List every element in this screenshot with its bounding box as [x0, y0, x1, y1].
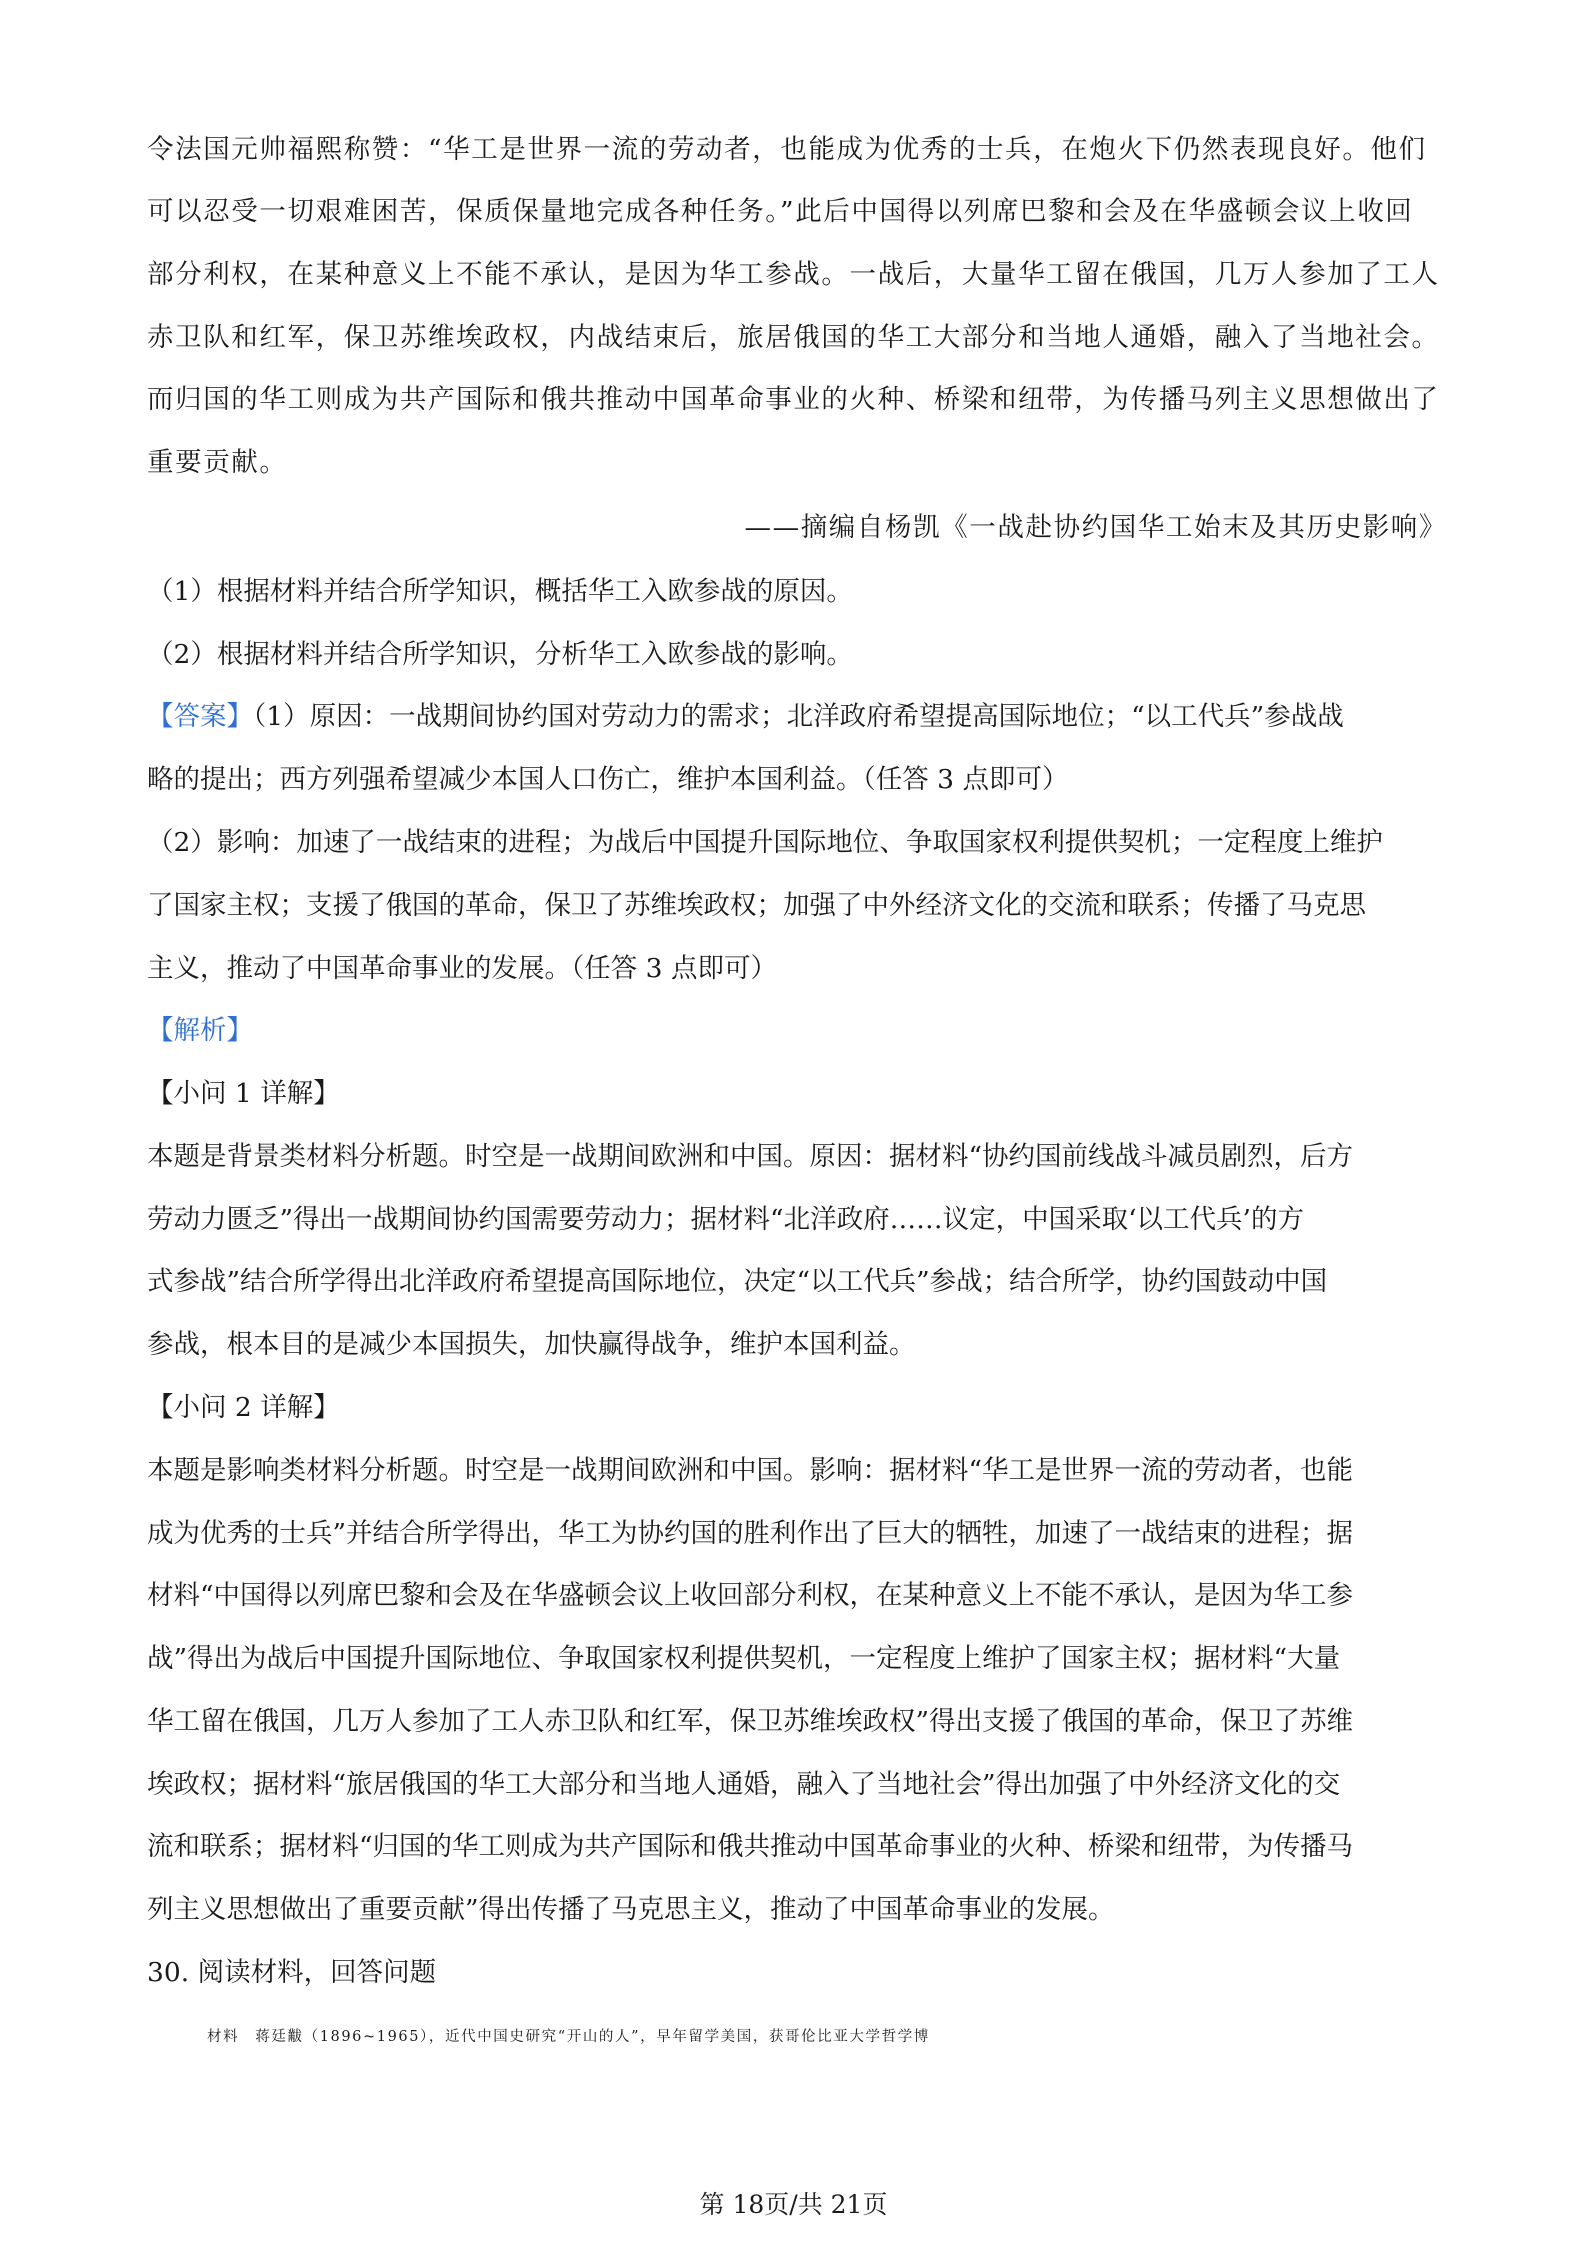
answer-text: （1）原因：一战期间协约国对劳动力的需求；北洋政府希望提高国际地位；“以工代兵”参战战: [253, 701, 1344, 732]
analysis-line: 流和联系；据材料“归国的华工则成为共产国际和俄共推动中国革命事业的火种、桥梁和纽带，为传播马: [147, 1831, 1354, 1862]
material-line: 重要贡献。: [147, 447, 288, 478]
analysis-line: 埃政权；据材料“旅居俄国的华工大部分和当地人通婚，融入了当地社会”得出加强了中外经济文化的交: [147, 1769, 1341, 1800]
answer-tag: 【答案】: [147, 701, 253, 732]
question-1: （1）根据材料并结合所学知识，概括华工入欧参战的原因。: [147, 576, 853, 607]
analysis-line: 列主义思想做出了重要贡献”得出传播了马克思主义，推动了中国革命事业的发展。: [147, 1894, 1115, 1925]
question-2: （2）根据材料并结合所学知识，分析华工入欧参战的影响。: [147, 639, 853, 670]
analysis-line: 战”得出为战后中国提升国际地位、争取国家权利提供契机，一定程度上维护了国家主权；据材料“大量: [147, 1643, 1341, 1674]
analysis-tag: 【解析】: [147, 1015, 253, 1046]
material-source: ——摘编自杨凯《一战赴协约国华工始末及其历史影响》: [744, 512, 1447, 543]
answer-line: 了国家主权；支援了俄国的革命，保卫了苏维埃政权；加强了中外经济文化的交流和联系；传播了马克思: [147, 890, 1366, 921]
analysis-line: 本题是背景类材料分析题。时空是一战期间欧洲和中国。原因：据材料“协约国前线战斗减员剧烈，后方: [147, 1141, 1354, 1172]
answer-line: 略的提出；西方列强希望减少本国人口伤亡，维护本国利益。（任答 3 点即可）: [147, 764, 1069, 795]
analysis-line: 成为优秀的士兵”并结合所学得出，华工为协约国的胜利作出了巨大的牺牲，加速了一战结束的进程；据: [147, 1518, 1354, 1549]
material-line: 赤卫队和红军，保卫苏维埃政权，内战结束后，旅居俄国的华工大部分和当地人通婚，融入了当地社会。: [147, 322, 1440, 353]
material-line: 令法国元帅福熙称赞：“华工是世界一流的劳动者，也能成为优秀的士兵，在炮火下仍然表现良好。他们: [147, 134, 1427, 165]
analysis-line: 华工留在俄国，几万人参加了工人赤卫队和红军，保卫苏维埃政权”得出支援了俄国的革命，保卫了苏维: [147, 1706, 1354, 1737]
sub-question-heading: 【小问 2 详解】: [147, 1392, 340, 1423]
material-line: 材料 蒋廷黻（1896~1965），近代中国史研究“开山的人”，早年留学美国，获哥伦比亚大学哲学博: [207, 2029, 930, 2045]
question-title: 30. 阅读材料，回答问题: [147, 1957, 437, 1988]
material-line: 可以忍受一切艰难困苦，保质保量地完成各种任务。”此后中国得以列席巴黎和会及在华盛顿会议上收回: [147, 196, 1414, 227]
material-line: 而归国的华工则成为共产国际和俄共推动中国革命事业的火种、桥梁和纽带，为传播马列主义思想做出了: [147, 384, 1440, 415]
analysis-line: 材料“中国得以列席巴黎和会及在华盛顿会议上收回部分利权，在某种意义上不能不承认，是因为华工参: [147, 1580, 1354, 1611]
answer-line: （2）影响：加速了一战结束的进程；为战后中国提升国际地位、争取国家权利提供契机；一定程度上维护: [147, 827, 1383, 858]
analysis-line: 劳动力匮乏”得出一战期间协约国需要劳动力；据材料“北洋政府……议定，中国采取‘以工代兵’的方: [147, 1204, 1304, 1235]
analysis-line: 参战，根本目的是减少本国损失，加快赢得战争，维护本国利益。: [147, 1329, 916, 1360]
answer-line: 主义，推动了中国革命事业的发展。（任答 3 点即可）: [147, 953, 777, 984]
material-line: 部分利权，在某种意义上不能不承认，是因为华工参战。一战后，大量华工留在俄国，几万人参加了工人: [147, 259, 1440, 290]
sub-question-heading: 【小问 1 详解】: [147, 1078, 340, 1109]
analysis-line: 本题是影响类材料分析题。时空是一战期间欧洲和中国。影响：据材料“华工是世界一流的劳动者，也能: [147, 1455, 1354, 1486]
analysis-line: 式参战”结合所学得出北洋政府希望提高国际地位，决定“以工代兵”参战；结合所学，协约国鼓动中国: [147, 1266, 1328, 1297]
answer-line: [147, 697, 1447, 737]
page-number: 第 18页/共 21页: [699, 2190, 888, 2219]
